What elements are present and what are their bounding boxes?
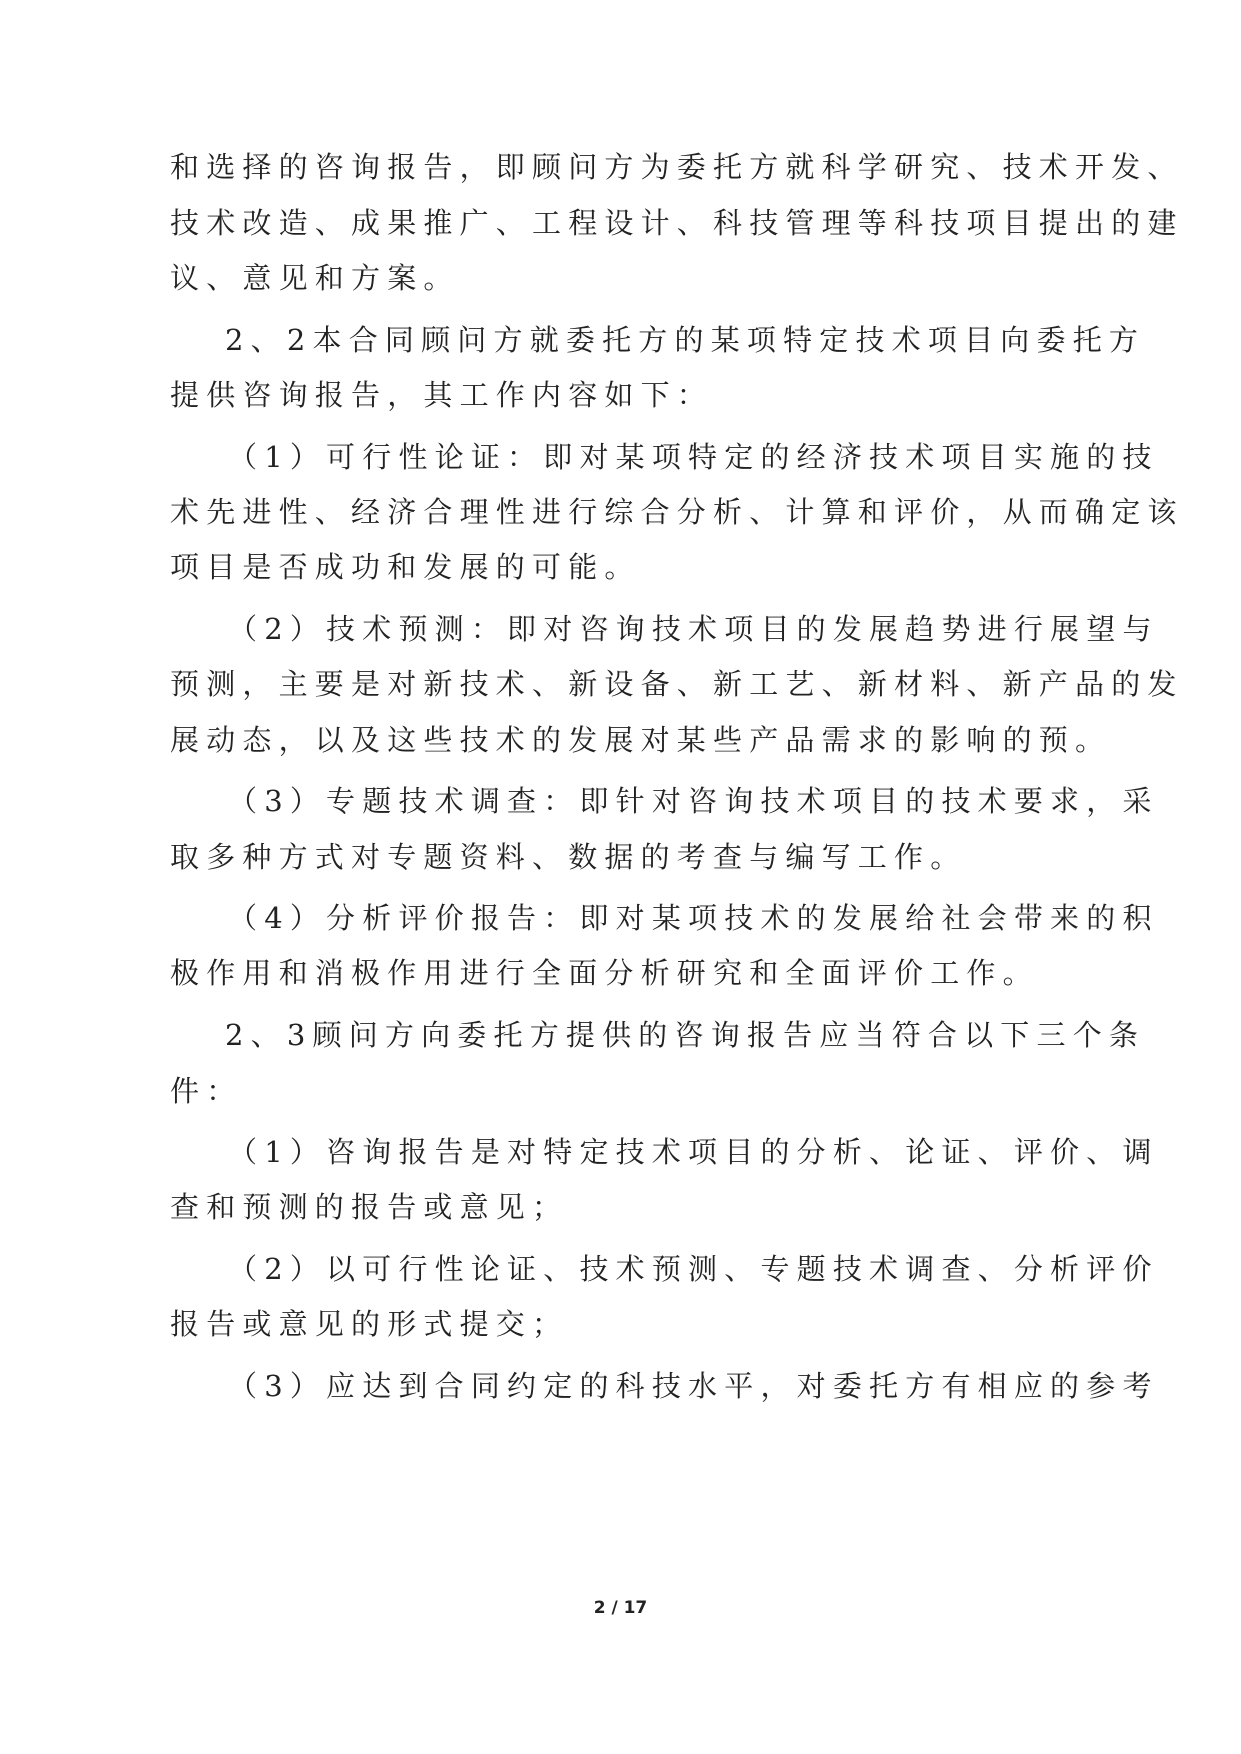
text-line: 和选择的咨询报告，即顾问方为委托方就科学研究、技术开发、 xyxy=(170,150,1184,184)
text-line: 预测，主要是对新技术、新设备、新工艺、新材料、新产品的发 xyxy=(170,667,1184,701)
text-line: （3）专题技术调查：即针对咨询技术项目的技术要求，采 xyxy=(228,784,1159,818)
text-line: 2、2本合同顾问方就委托方的某项特定技术项目向委托方 xyxy=(225,323,1146,357)
text-line: （4）分析评价报告：即对某项技术的发展给社会带来的积 xyxy=(228,901,1159,935)
text-line: 术先进性、经济合理性进行综合分析、计算和评价，从而确定该 xyxy=(170,495,1184,529)
text-line: 展动态，以及这些技术的发展对某些产品需求的影响的预。 xyxy=(170,723,1112,757)
text-line: （2）以可行性论证、技术预测、专题技术调查、分析评价 xyxy=(228,1252,1159,1286)
text-line: （3）应达到合同约定的科技水平，对委托方有相应的参考 xyxy=(228,1369,1159,1403)
text-line: 提供咨询报告，其工作内容如下： xyxy=(170,378,714,412)
text-line: （2）技术预测：即对咨询技术项目的发展趋势进行展望与 xyxy=(228,612,1159,646)
text-line: （1）可行性论证：即对某项特定的经济技术项目实施的技 xyxy=(228,440,1159,474)
text-line: 查和预测的报告或意见； xyxy=(170,1190,569,1224)
text-line: （1）咨询报告是对特定技术项目的分析、论证、评价、调 xyxy=(228,1135,1159,1169)
page-number: 2 / 17 xyxy=(593,1598,648,1618)
text-line: 议、意见和方案。 xyxy=(170,261,460,295)
text-line: 极作用和消极作用进行全面分析研究和全面评价工作。 xyxy=(170,956,1039,990)
text-line: 项目是否成功和发展的可能。 xyxy=(170,550,641,584)
text-line: 技术改造、成果推广、工程设计、科技管理等科技项目提出的建 xyxy=(170,206,1184,240)
text-line: 取多种方式对专题资料、数据的考查与编写工作。 xyxy=(170,840,967,874)
text-line: 2、3顾问方向委托方提供的咨询报告应当符合以下三个条 xyxy=(225,1018,1146,1052)
text-line: 件： xyxy=(170,1074,243,1108)
text-line: 报告或意见的形式提交； xyxy=(170,1307,569,1341)
